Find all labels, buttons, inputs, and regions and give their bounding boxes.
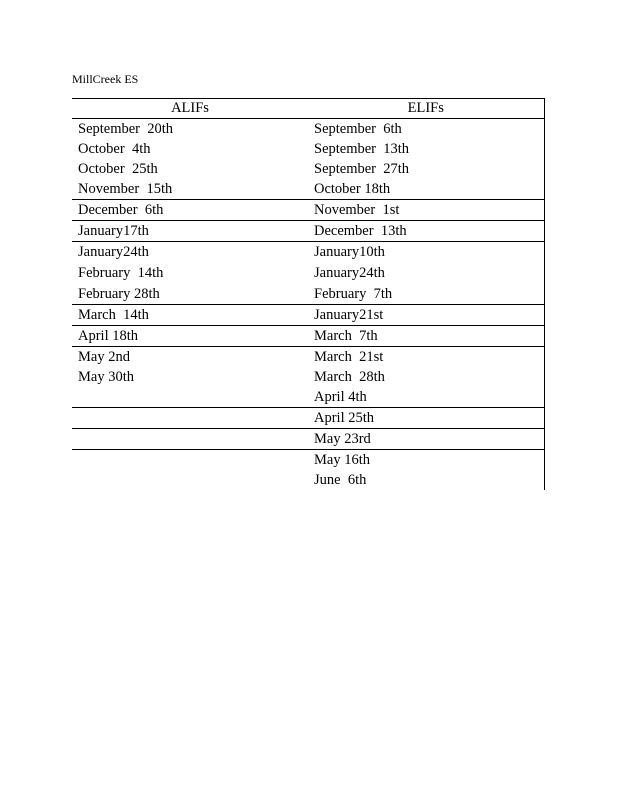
- elifs-cell: [308, 347, 544, 408]
- elifs-date: February 7th: [314, 286, 393, 302]
- alifs-header: ALIFs: [72, 99, 308, 119]
- alifs-cell: [72, 305, 308, 326]
- alifs-date: September 20th: [78, 121, 174, 137]
- elifs-cell: [308, 408, 544, 429]
- table-row: [72, 450, 544, 491]
- alifs-date: October 4th: [78, 141, 151, 157]
- alifs-date: December 6th: [78, 202, 164, 218]
- alifs-cell: [72, 119, 308, 200]
- table-row: [72, 200, 544, 221]
- table-row: [72, 326, 544, 347]
- table-row: [72, 347, 544, 408]
- alifs-date: [78, 429, 308, 449]
- elifs-date: April 25th: [314, 410, 375, 426]
- elifs-date: March 28th: [314, 369, 385, 385]
- elifs-date: September 27th: [314, 161, 410, 177]
- alifs-date: January24th: [78, 244, 149, 260]
- elifs-date: January21st: [314, 307, 384, 323]
- header-row: [72, 99, 544, 119]
- alifs-cell: [72, 347, 308, 408]
- elifs-cell: [308, 200, 544, 221]
- table-row: [72, 429, 544, 450]
- table-row: [72, 242, 544, 305]
- elifs-date: January10th: [314, 244, 385, 260]
- alifs-date: [78, 408, 308, 428]
- elifs-date: June 6th: [314, 472, 367, 488]
- elifs-date: May 23rd: [314, 431, 371, 447]
- alifs-date: January17th: [78, 223, 149, 239]
- school-name: MillCreek ES: [72, 72, 139, 86]
- alifs-date: [78, 470, 308, 490]
- table-row: [72, 305, 544, 326]
- alifs-cell: [72, 326, 308, 347]
- alifs-date: April 18th: [78, 328, 139, 344]
- elifs-date: September 13th: [314, 141, 410, 157]
- alifs-date: [78, 450, 308, 470]
- elifs-date: January24th: [314, 265, 385, 281]
- alifs-date: May 2nd: [78, 349, 130, 365]
- table-row: [72, 119, 544, 200]
- elifs-cell: [308, 119, 544, 200]
- elifs-date: December 13th: [314, 223, 407, 239]
- table-row: [72, 408, 544, 429]
- table-row: [72, 221, 544, 242]
- alifs-date: [78, 387, 308, 407]
- elifs-cell: [308, 450, 544, 491]
- alifs-cell: [72, 450, 308, 491]
- elifs-date: March 7th: [314, 328, 378, 344]
- elifs-cell: [308, 221, 544, 242]
- elifs-date: March 21st: [314, 349, 384, 365]
- alifs-date: November 15th: [78, 181, 173, 197]
- alifs-date: October 25th: [78, 161, 158, 177]
- alifs-date: February 14th: [78, 265, 164, 281]
- alifs-cell: [72, 221, 308, 242]
- alifs-cell: [72, 242, 308, 305]
- alifs-cell: [72, 200, 308, 221]
- elifs-date: October 18th: [314, 181, 391, 197]
- elifs-date: November 1st: [314, 202, 400, 218]
- elifs-date: April 4th: [314, 389, 367, 405]
- elifs-cell: [308, 326, 544, 347]
- schedule-table: [72, 98, 545, 490]
- alifs-date: March 14th: [78, 307, 149, 323]
- elifs-cell: [308, 242, 544, 305]
- elifs-date: September 6th: [314, 121, 402, 137]
- elifs-date: May 16th: [314, 452, 370, 468]
- elifs-header: ELIFs: [308, 99, 544, 119]
- alifs-cell: [72, 408, 308, 429]
- alifs-cell: [72, 429, 308, 450]
- alifs-date: May 30th: [78, 369, 134, 385]
- elifs-cell: [308, 429, 544, 450]
- alifs-date: February 28th: [78, 286, 160, 302]
- schedule-body: [72, 119, 544, 491]
- elifs-cell: [308, 305, 544, 326]
